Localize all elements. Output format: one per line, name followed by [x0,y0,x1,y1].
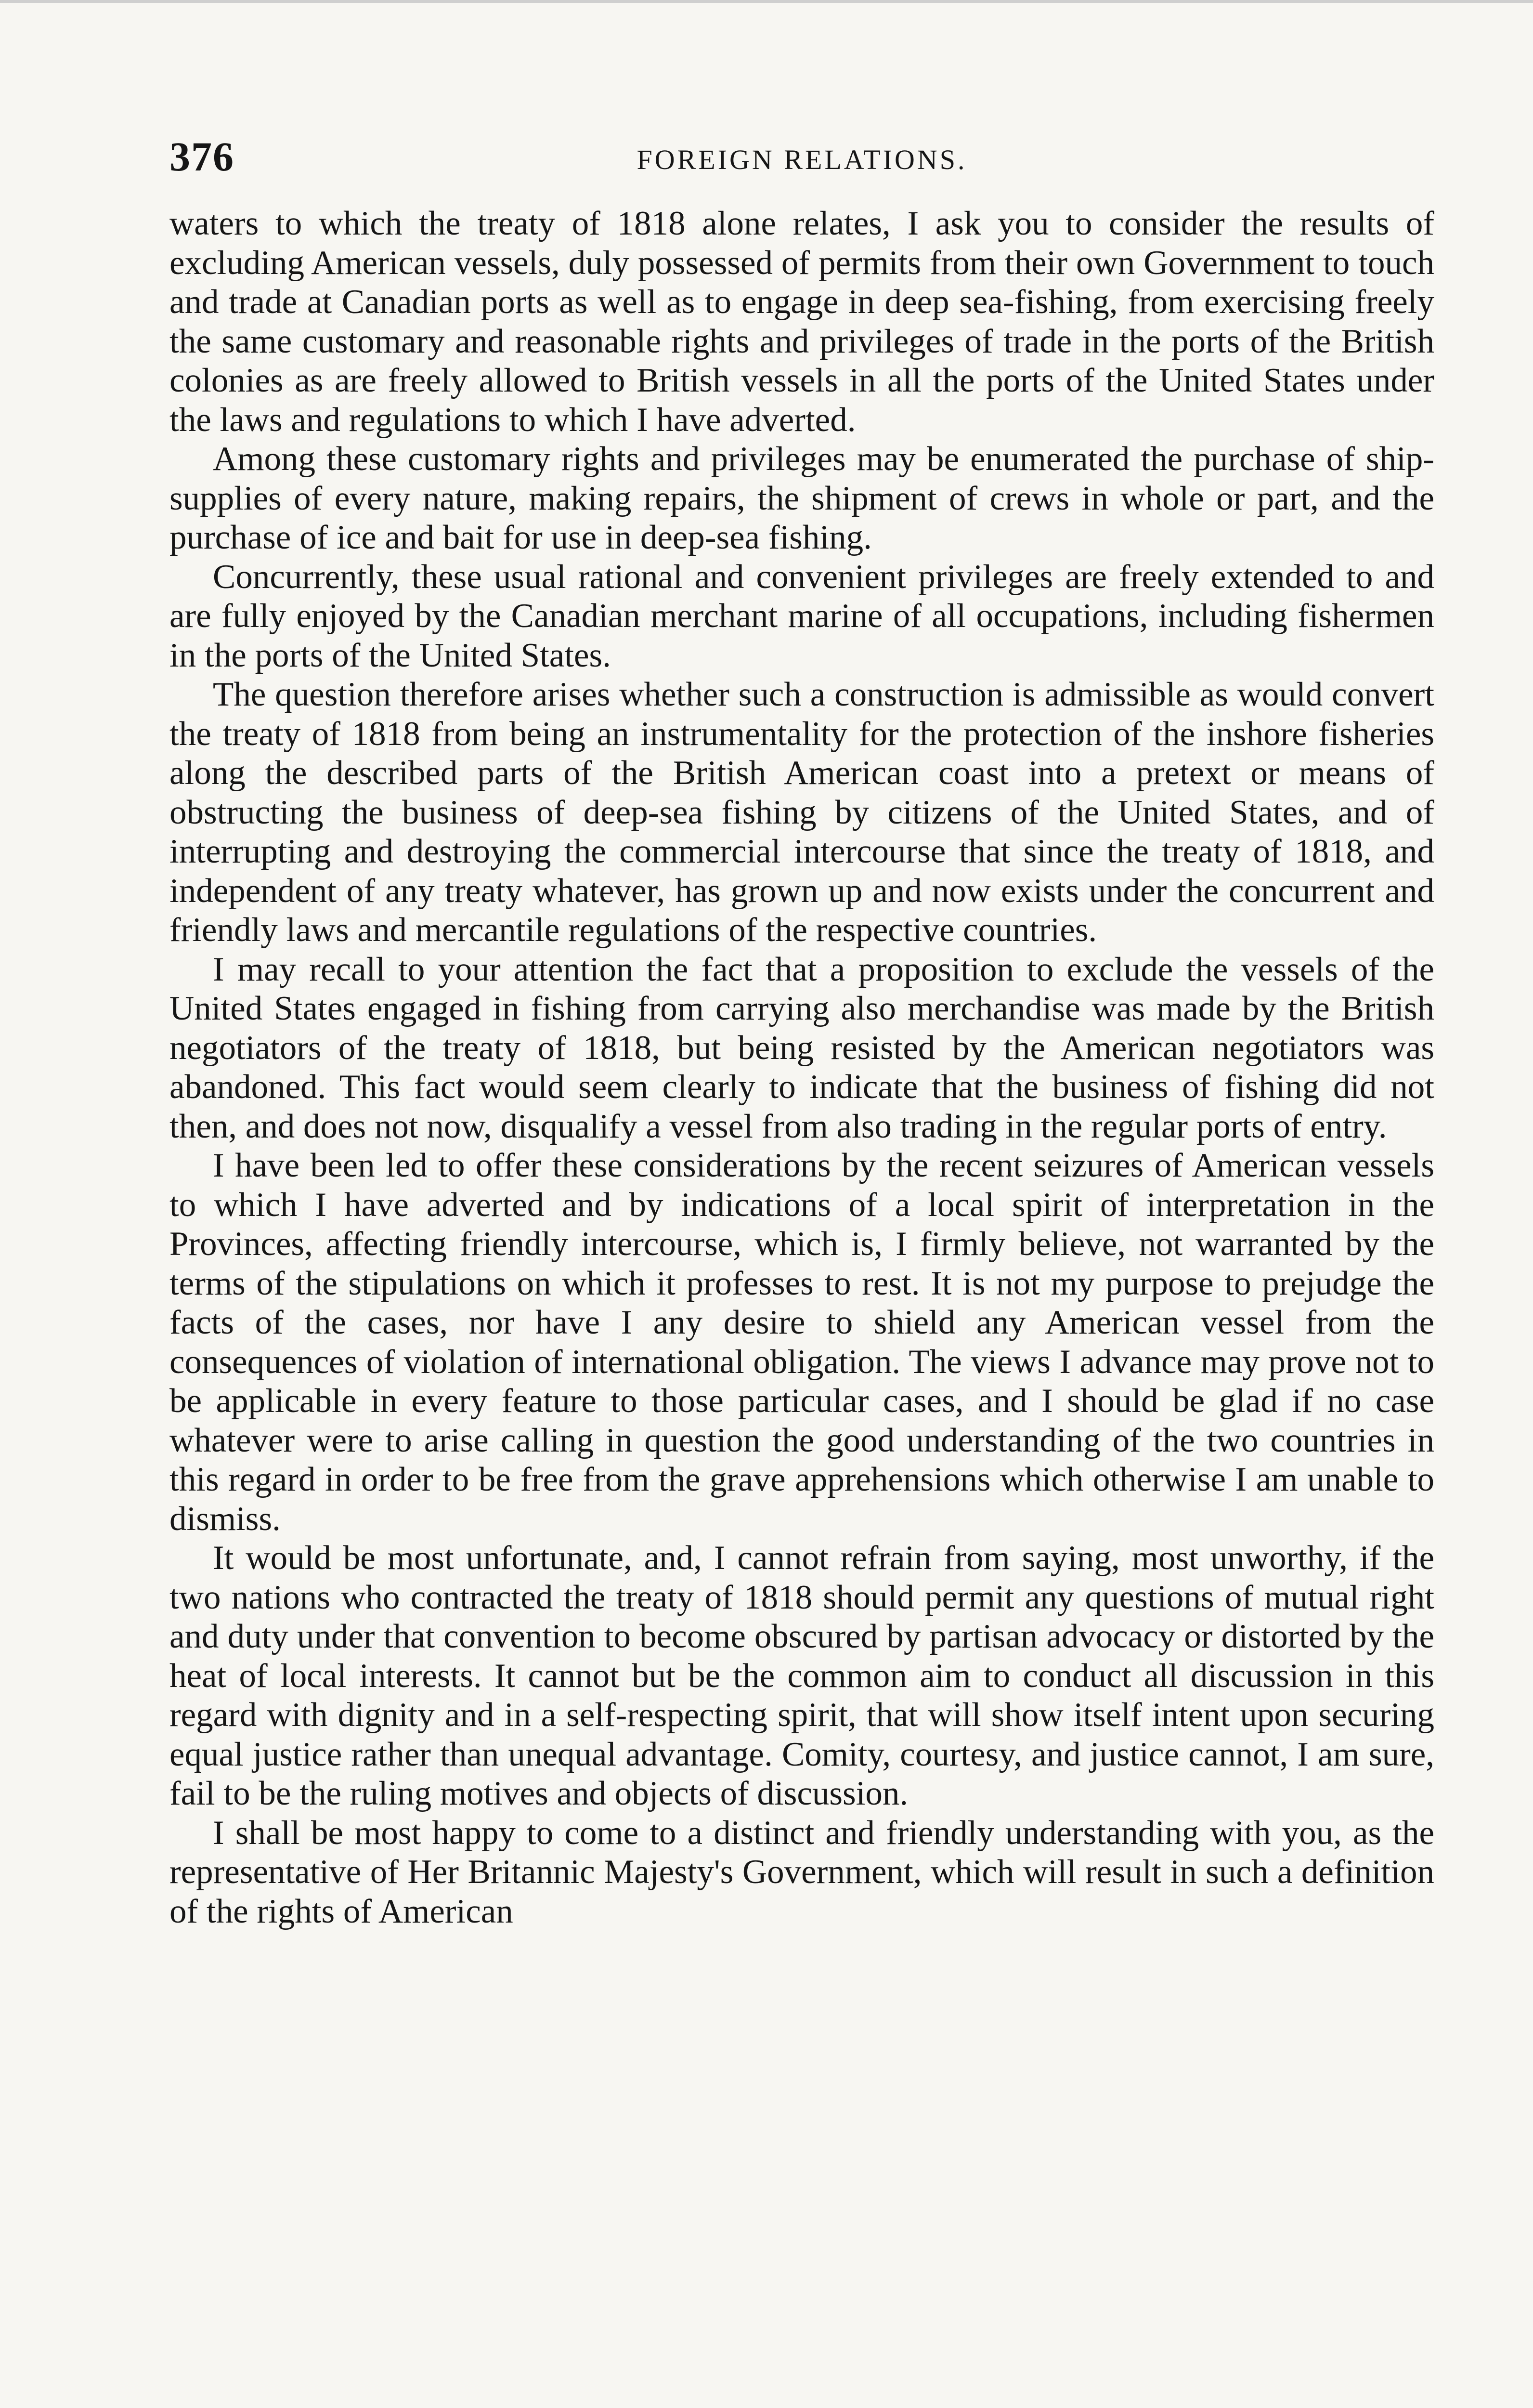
running-head: FOREIGN RELATIONS. [637,144,967,175]
paragraph-customary-rights: Among these customary rights and privileges may be enumerated the purchase of ship-supplies of every nature, making repairs, the shipment of crews in whole or part, and the purchase of ice and bait for use in deep-sea fishing. [169,440,1434,556]
paragraph-considerations: I have been led to offer these considerations by the recent seizures of American vessels to which I have adverted and by indications of a local spirit of interpretation in the Provinces, affecting friendly intercourse, which is, I firmly believe, not warranted by the terms of the stipulations on which it professes to rest. It is not my purpose to prejudge the facts of the cases, nor have I any desire to shield any American vessel from the consequences of violation of international obligation. The views I advance may prove not to be applicable in every feature to those particular cases, and I should be glad if no case whatever were to arise calling in question the good understanding of the two countries in this regard in order to be free from the grave apprehensions which otherwise I am unable to dismiss. [169,1147,1434,1538]
paragraph-recall-proposition: I may recall to your attention the fact that a proposition to exclude the vessels of the United States engaged in fishing from carrying also merchandise was made by the British negotiators of the treaty of 1818, but being resisted by the American negotiators was abandoned. This fact would seem clearly to indicate that the business of fishing did not then, and does not now, disqualify a vessel from also trading in the regular ports of entry. [169,950,1434,1145]
paragraph-unfortunate: It would be most unfortunate, and, I cannot refrain from saying, most unworthy, if the two nations who contracted the treaty of 1818 should permit any questions of mutual right and duty under that convention to become obscured by partisan advocacy or distorted by the heat of local interests. It cannot but be the common aim to conduct all discussion in this regard with dignity and in a self-respecting spirit, that will show itself intent upon securing equal justice rather than unequal advantage. Comity, courtesy, and justice cannot, I am sure, fail to be the ruling motives and objects of discussion. [169,1539,1434,1812]
paragraph-continuation: waters to which the treaty of 1818 alone relates, I ask you to consider the results of excluding American vessels, duly possessed of permits from their own Government to touch and trade at Canadian ports as well as to engage in deep sea-fishing, from exercising freely the same customary and reasonable rights and privileges of trade in the ports of the British colonies as are freely allowed to British vessels in all the ports of the United States under the laws and regulations to which I have adverted. [169,205,1434,439]
paragraph-concurrently: Concurrently, these usual rational and convenient privileges are freely extended to and are fully enjoyed by the Canadian merchant marine of all occupations, including fishermen in the ports of the United States. [169,558,1434,674]
page-header [169,130,1434,188]
page-number: 376 [169,133,234,180]
body-text [169,204,1434,1931]
paragraph-understanding: I shall be most happy to come to a distinct and friendly understanding with you, as the representative of Her Britannic Majesty's Government, which will result in such a definition of the rights of American [169,1814,1434,1930]
paragraph-question-arises: The question therefore arises whether such a construction is admissible as would convert the treaty of 1818 from being an instrumentality for the protection of the inshore fisheries along the described parts of the British American coast into a pretext or means of obstructing the business of deep-sea fishing by citizens of the United States, and of interrupting and destroying the commercial intercourse that since the treaty of 1818, and independent of any treaty whatever, has grown up and now exists under the concurrent and friendly laws and mercantile regulations of the respective countries. [169,676,1434,949]
